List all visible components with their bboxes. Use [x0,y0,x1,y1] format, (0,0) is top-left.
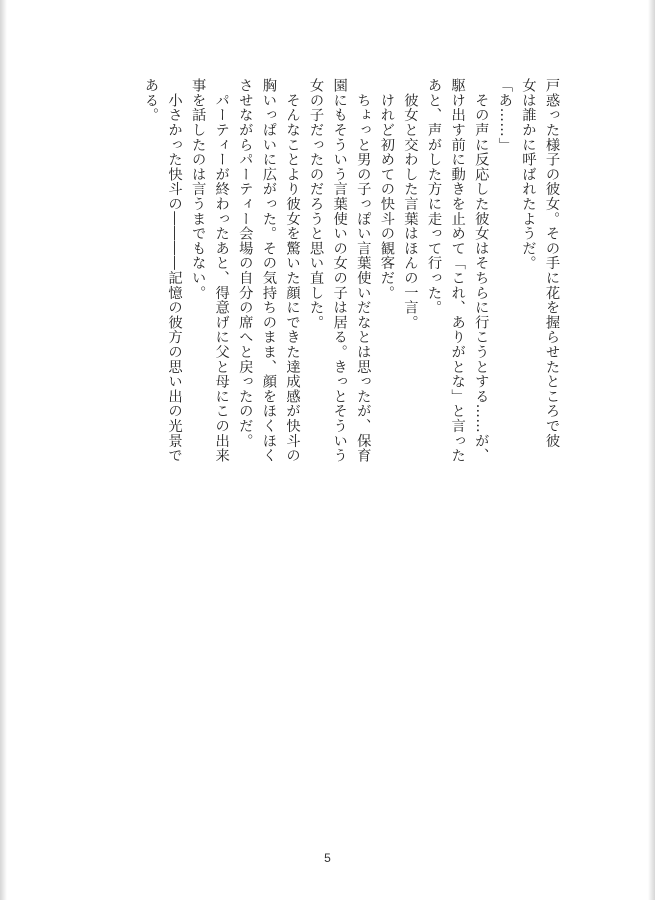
text-line: 「あ……」 [496,78,513,152]
text-line: 事を話したのは言うまでもない。 [190,78,207,300]
text-line: 胸いっぱいに広がった。その気持ちのまま、顔をほくほく [260,78,277,463]
text-line: そんなことより彼女を驚いた顔にできた達成感が快斗の [284,78,301,463]
text-line: パーティーが終わったあと、得意げに父と母にこの出来 [213,78,230,463]
text-line: あと、声がした方に走って行った。 [426,78,443,315]
text-line: けれど初めての快斗の観客だ。 [378,78,395,300]
text-line: 駆け出す前に動きを止めて「これ、ありがとな」と言った [449,78,466,463]
text-line: ちょっと男の子っぽい言葉使いだなとは思ったが、保育 [355,78,372,463]
text-line: 戸惑った様子の彼女。その手に花を握らせたところで彼 [544,78,560,448]
text-line: 女の子だったのだろうと思い直した。 [308,78,325,330]
vertical-body-text [123,78,563,688]
text-line: 園にもそういう言葉使いの女の子は居る。きっとそういう [331,78,348,463]
text-line: 彼女と交わした言葉はほんの一言。 [402,78,419,330]
page-left-edge-shadow [0,0,7,900]
text-line: させながらパーティー会場の自分の席へと戻ったのだ。 [237,78,254,448]
text-line: 小さかった快斗の――――記憶の彼方の思い出の光景で [166,78,183,463]
page-number: 5 [324,851,331,865]
text-line: 女は誰かに呼ばれたようだ。 [520,78,537,271]
text-line: ある。 [142,78,159,123]
text-line: その声に反応した彼女はそちらに行こうとする……が、 [473,78,490,463]
page-right-edge-shadow [648,0,655,900]
